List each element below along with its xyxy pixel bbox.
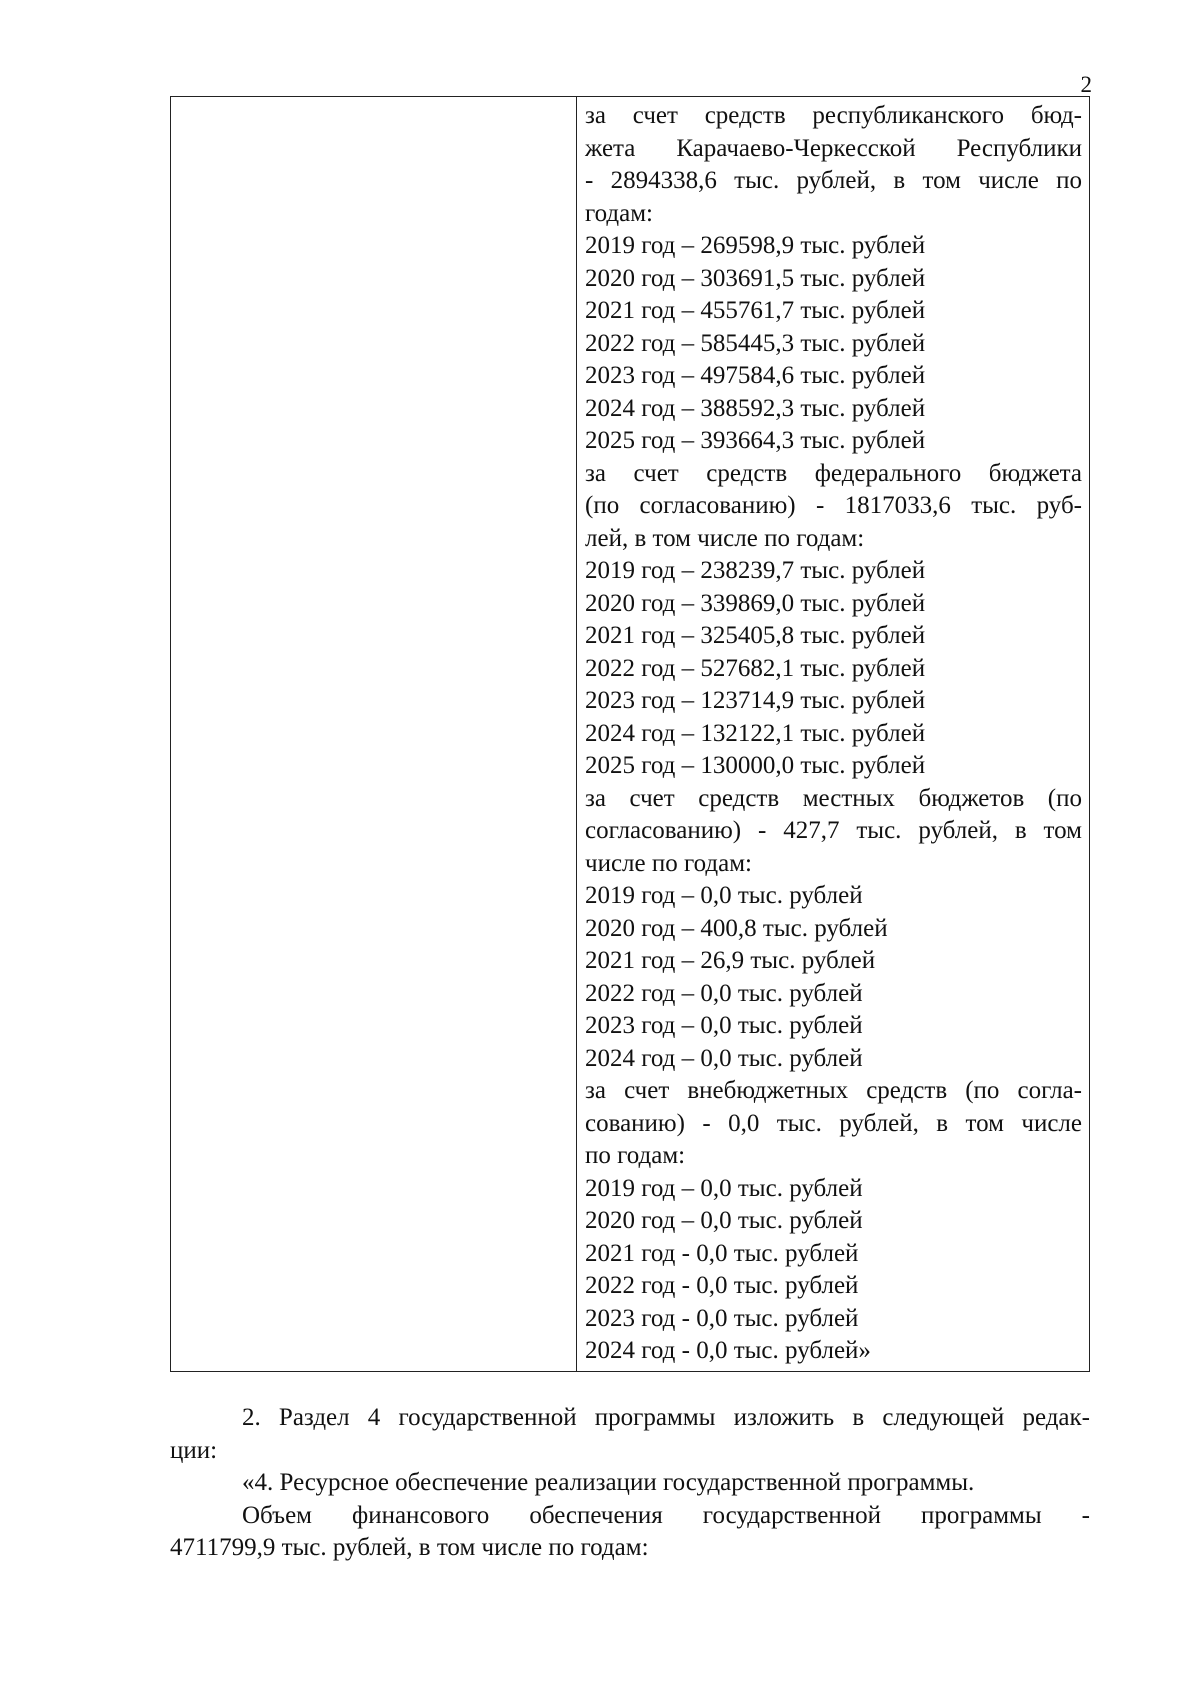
table-cell-line: лей, в том числе по годам:	[585, 524, 865, 552]
table-cell-line: 2019 год – 0,0 тыс. рублей	[585, 882, 863, 909]
table-cell-line: 2023 год – 0,0 тыс. рублей	[585, 1012, 863, 1039]
table-cell-line: за счет средств местных бюджетов (по	[585, 784, 1082, 812]
table-cell-line: 2019 год – 269598,9 тыс. рублей	[585, 232, 926, 259]
document-body	[170, 1402, 1090, 1565]
table-cell-line: 2022 год – 0,0 тыс. рублей	[585, 979, 863, 1007]
table-cell-line: 2019 год – 238239,7 тыс. рублей	[585, 557, 926, 584]
table-cell-line: 2022 год – 585445,3 тыс. рублей	[585, 329, 926, 357]
table-cell-line: 2021 год - 0,0 тыс. рублей	[585, 1239, 859, 1267]
paragraph-section-4-instruction: 2. Раздел 4 государственной программы изложить в следующей редак-	[242, 1404, 1090, 1431]
table-cell-line: 2025 год – 130000,0 тыс. рублей	[585, 752, 926, 779]
table-cell-line: числе по годам:	[585, 849, 752, 877]
table-cell-line: по годам:	[585, 1142, 686, 1169]
table-cell-line: 2021 год – 455761,7 тыс. рублей	[585, 297, 926, 324]
table-cell-line: 2020 год – 339869,0 тыс. рублей	[585, 589, 926, 617]
table-cell-line: 2020 год – 303691,5 тыс. рублей	[585, 264, 926, 292]
table-cell-line: за счет внебюджетных средств (по согла-	[585, 1077, 1082, 1104]
table-right-cell	[585, 100, 1082, 1368]
table-cell-line: 2024 год – 132122,1 тыс. рублей	[585, 719, 926, 747]
table-cell-line: 2025 год – 393664,3 тыс. рублей	[585, 427, 926, 454]
table-cell-line: - 2894338,6 тыс. рублей, в том числе по	[585, 167, 1082, 194]
table-cell-line: 2024 год – 388592,3 тыс. рублей	[585, 394, 926, 422]
table-cell-line: 2023 год - 0,0 тыс. рублей	[585, 1304, 859, 1332]
table-cell-line: 2022 год - 0,0 тыс. рублей	[585, 1272, 859, 1299]
page-number: 2	[1080, 72, 1092, 97]
table-cell-line: 2021 год – 325405,8 тыс. рублей	[585, 622, 926, 649]
table-cell-line: 2024 год – 0,0 тыс. рублей	[585, 1044, 863, 1072]
table-cell-line: 2023 год – 497584,6 тыс. рублей	[585, 362, 926, 389]
funding-table	[170, 96, 1090, 1372]
table-column-divider	[576, 97, 577, 1371]
table-cell-line: согласованию) - 427,7 тыс. рублей, в том	[585, 817, 1082, 844]
table-cell-line: 2020 год – 400,8 тыс. рублей	[585, 914, 888, 942]
table-cell-line: 2020 год – 0,0 тыс. рублей	[585, 1207, 863, 1234]
table-cell-line: за счет средств федерального бюджета	[585, 459, 1082, 487]
table-cell-line: сованию) - 0,0 тыс. рублей, в том числе	[585, 1109, 1082, 1137]
table-cell-line: 2023 год – 123714,9 тыс. рублей	[585, 687, 926, 714]
table-cell-line: 2022 год – 527682,1 тыс. рублей	[585, 654, 926, 682]
table-cell-line: за счет средств республиканского бюд-	[585, 102, 1082, 129]
table-cell-line: 2021 год – 26,9 тыс. рублей	[585, 947, 876, 974]
paragraph-section-4-instruction-cont: ции:	[170, 1436, 218, 1464]
paragraph-funding-total: Объем финансового обеспечения государственной программы -	[242, 1501, 1090, 1529]
table-cell-line: годам:	[585, 199, 653, 227]
table-cell-line: жета Карачаево-Черкесской Республики	[585, 134, 1082, 162]
paragraph-funding-total-cont: 4711799,9 тыс. рублей, в том числе по годам:	[170, 1534, 649, 1561]
table-cell-line: (по согласованию) - 1817033,6 тыс. руб-	[585, 492, 1082, 519]
table-cell-line: 2024 год - 0,0 тыс. рублей»	[585, 1337, 871, 1364]
table-cell-line: 2019 год – 0,0 тыс. рублей	[585, 1174, 863, 1202]
paragraph-section-4-title: «4. Ресурсное обеспечение реализации государственной программы.	[242, 1469, 975, 1496]
